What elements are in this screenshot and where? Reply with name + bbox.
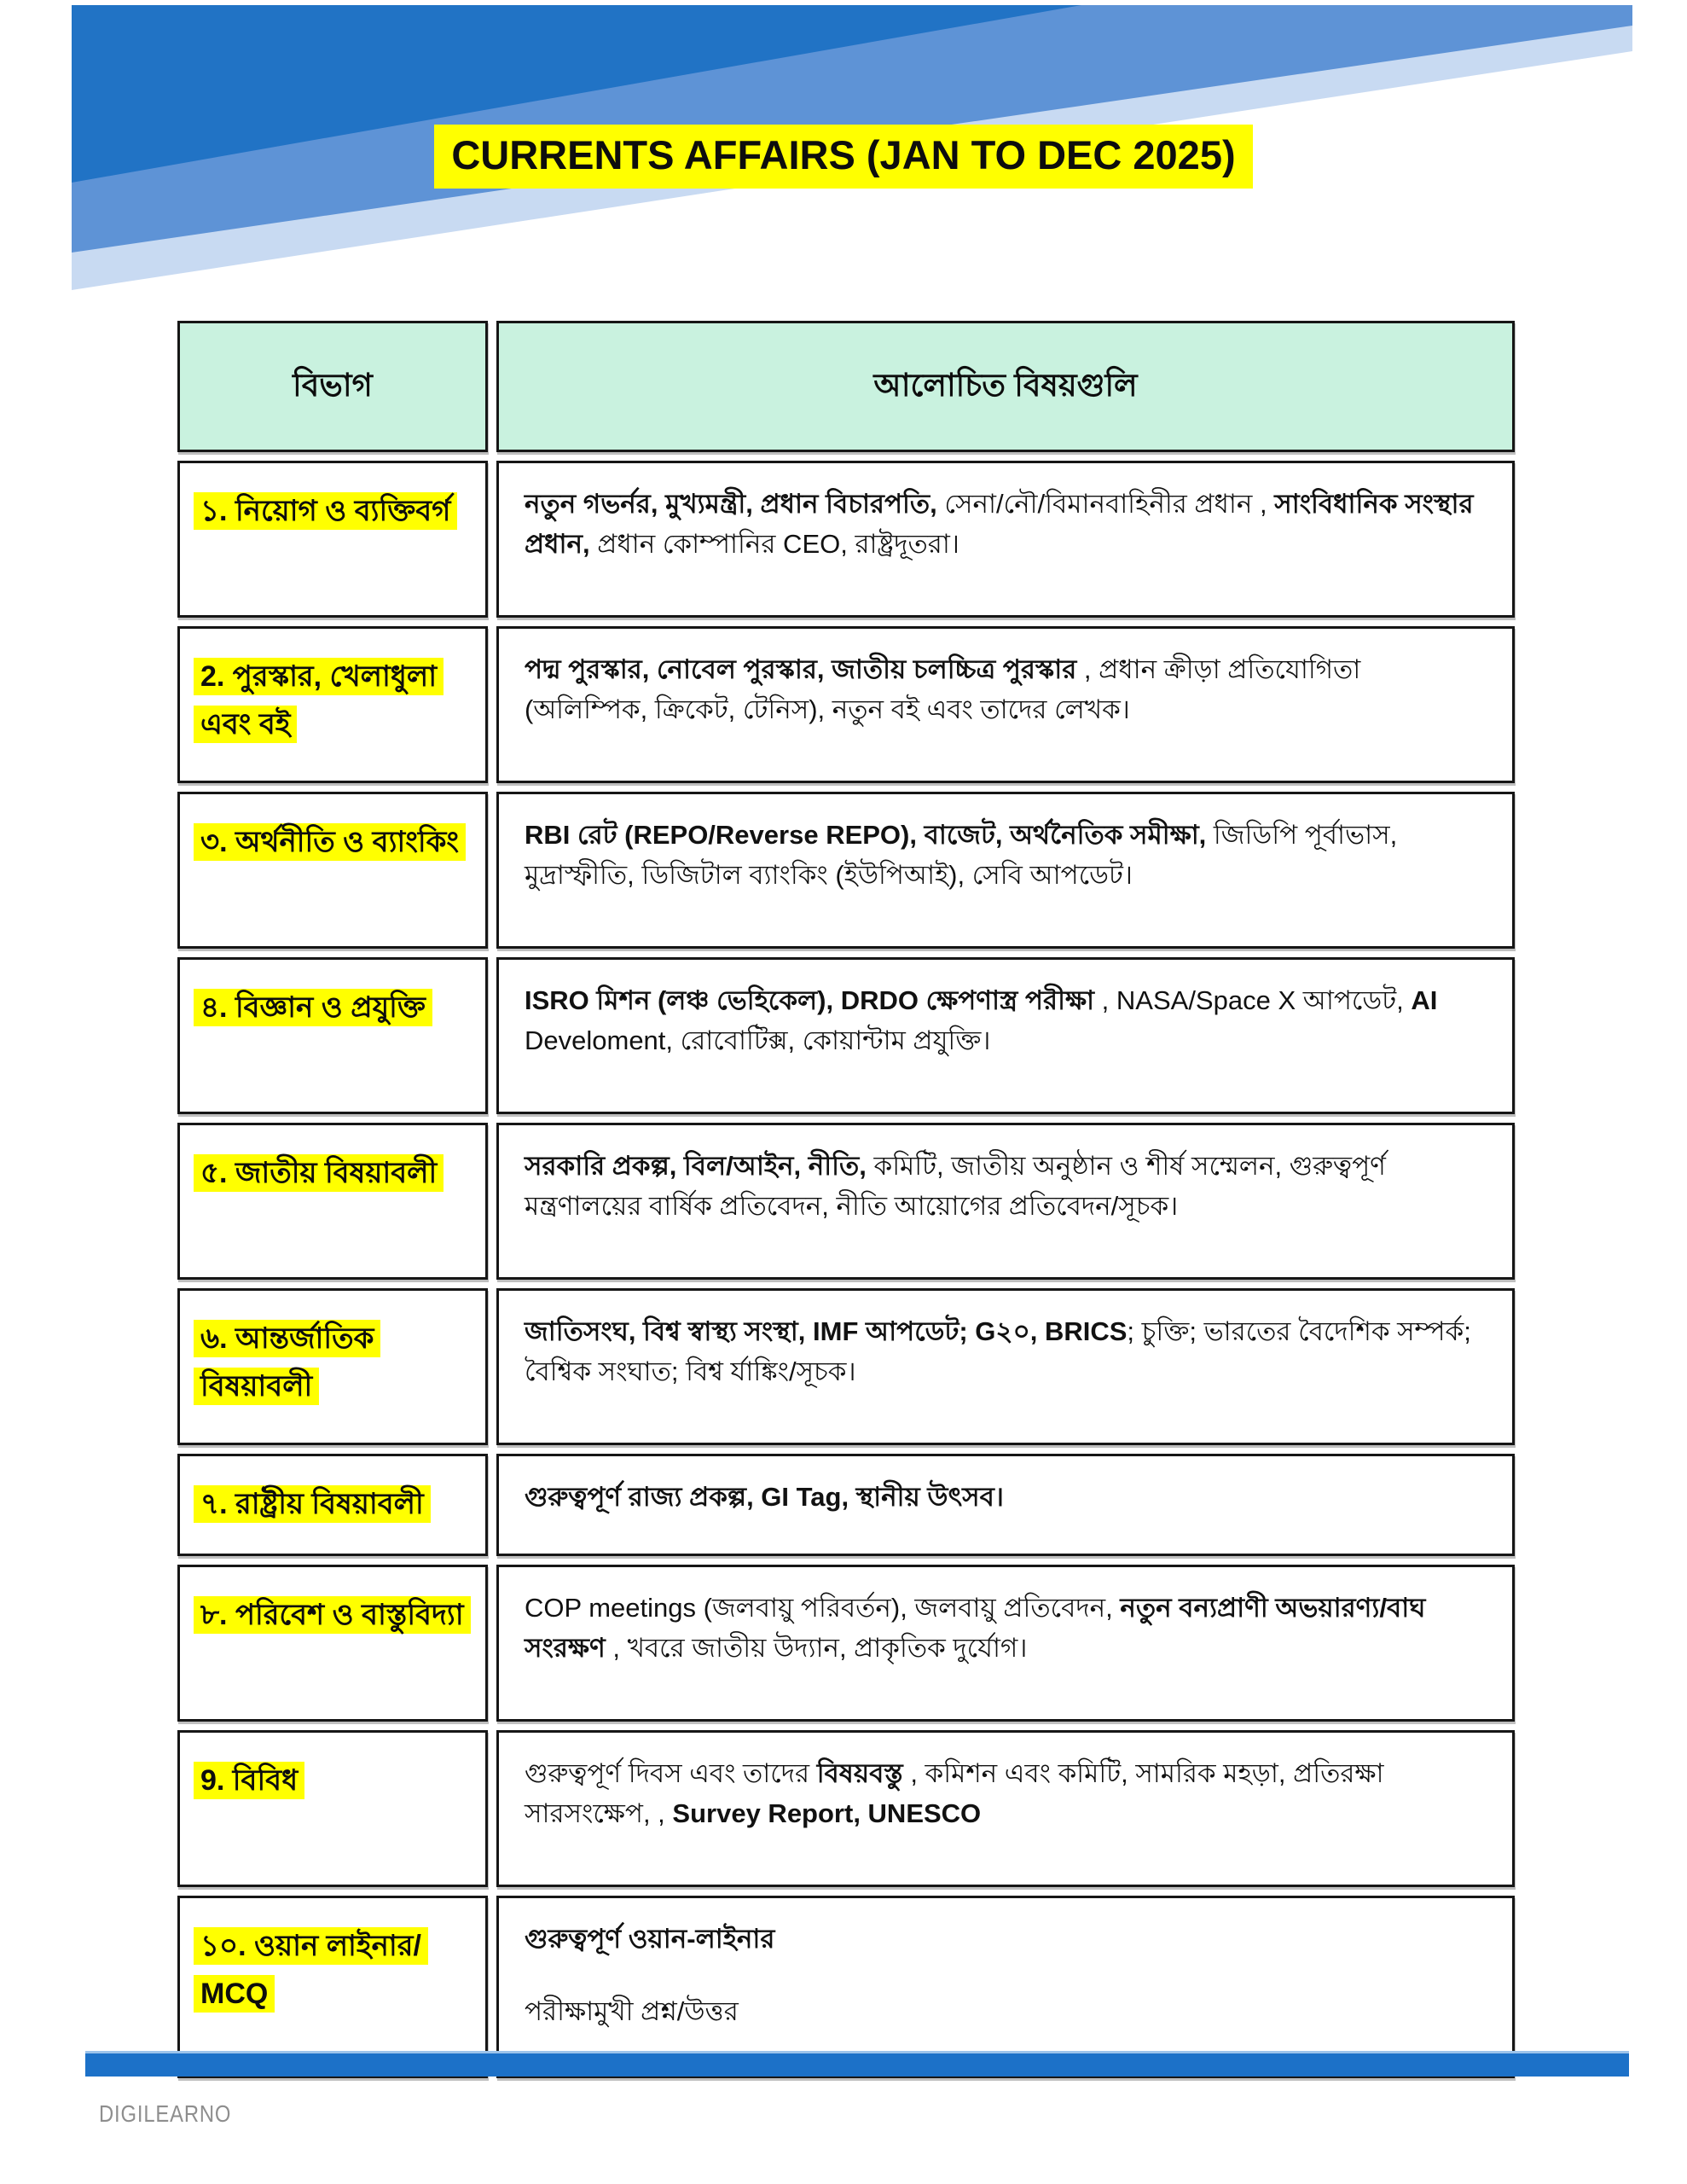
topic-text-segment: AI xyxy=(1411,985,1438,1015)
topics-paragraph xyxy=(525,1311,1487,1391)
topic-text-segment: , NASA/Space X আপডেট, xyxy=(1094,985,1412,1015)
topic-text-segment: COP meetings (জলবায়ু পরিবর্তন), জলবায়ু প্রতিবেদন, xyxy=(525,1593,1121,1623)
section-cell xyxy=(177,461,488,618)
section-label: ৪. বিজ্ঞান ও প্রযুক্তি xyxy=(194,989,432,1026)
topic-text-segment: সাংবিধানিক সংস্থার প্রধান, xyxy=(525,489,1474,560)
topics-paragraph xyxy=(525,649,1487,729)
topics-cell xyxy=(496,1288,1515,1445)
topic-text-segment: গুরুত্বপূর্ণ রাজ্য প্রকল্প, GI Tag, স্থানীয় উৎসব। xyxy=(525,1482,1004,1512)
topics-cell xyxy=(496,626,1515,783)
table-container xyxy=(169,312,1523,2087)
section-label: ৩. অর্থনীতি ও ব্যাংকিং xyxy=(194,823,466,861)
section-cell xyxy=(177,1288,488,1445)
topics-paragraph xyxy=(525,1753,1487,1833)
topic-text-segment: নতুন গভর্নর, মুখ্যমন্ত্রী, প্রধান বিচারপতি, xyxy=(525,489,945,519)
topic-text-segment: , খবরে জাতীয় উদ্যান, প্রাকৃতিক দুর্যোগ। xyxy=(605,1633,1028,1664)
topic-text-segment: গুরুত্বপূর্ণ ওয়ান-লাইনার xyxy=(525,1924,775,1954)
section-label: 2. পুরস্কার, খেলাধুলা এবং বই xyxy=(194,658,443,743)
topics-cell xyxy=(496,1730,1515,1887)
table-row xyxy=(177,626,1515,783)
section-cell xyxy=(177,1123,488,1280)
column-header-topics: আলোচিত বিষয়গুলি xyxy=(496,321,1515,452)
topics-paragraph xyxy=(525,1477,1487,1517)
topic-text-segment: নতুন বন্যপ্রাণী অভয়ারণ্য/বাঘ সংরক্ষণ xyxy=(525,1593,1426,1664)
footer-divider-bar xyxy=(85,2051,1629,2077)
topic-text-segment: , কমিশন এবং কমিটি, সামরিক মহড়া, প্রতিরক্ষা সারসংক্ষেপ, , xyxy=(525,1758,1384,1829)
topic-text-segment: প্রধান কোম্পানির CEO, রাষ্ট্রদূতরা। xyxy=(597,529,959,560)
topic-text-segment: সেনা/নৌ/বিমানবাহিনীর প্রধান , xyxy=(944,489,1275,519)
topic-text-segment: সরকারি প্রকল্প, বিল/আইন, নীতি, xyxy=(525,1151,867,1181)
page-title: CURRENTS AFFAIRS (JAN TO DEC 2025) xyxy=(434,125,1252,189)
topics-cell xyxy=(496,1565,1515,1722)
title-row xyxy=(0,125,1687,189)
topics-paragraph xyxy=(525,1588,1487,1668)
topics-paragraph xyxy=(525,1919,1487,1959)
table-header-row xyxy=(177,321,1515,452)
section-label: ৮. পরিবেশ ও বাস্তুবিদ্যা xyxy=(194,1596,471,1634)
table-row xyxy=(177,957,1515,1114)
topics-paragraph xyxy=(525,980,1487,1060)
section-cell xyxy=(177,1454,488,1556)
topics-table xyxy=(169,312,1523,2087)
topic-text-segment: Develoment, রোবোটিক্স, কোয়ান্টাম প্রযুক্তি। xyxy=(525,1025,991,1056)
column-header-section: বিভাগ xyxy=(177,321,488,452)
table-row xyxy=(177,1288,1515,1445)
topic-text-segment: গুরুত্বপূর্ণ দিবস এবং তাদের xyxy=(525,1758,817,1788)
topic-text-segment: ISRO মিশন (লঞ্চ ভেহিকেল), DRDO ক্ষেপণাস্ত্র পরীক্ষা xyxy=(525,985,1095,1015)
topics-cell xyxy=(496,1123,1515,1280)
section-label: ৭. রাষ্ট্রীয় বিষয়াবলী xyxy=(194,1485,431,1523)
topic-text-segment: বিষয়বস্তু xyxy=(816,1758,903,1788)
section-label: ১০. ওয়ান লাইনার/ MCQ xyxy=(194,1927,428,2013)
section-cell xyxy=(177,792,488,949)
topic-text-segment: RBI রেট (REPO/Reverse REPO), বাজেট, অর্থনৈতিক সমীক্ষা, xyxy=(525,820,1207,850)
topic-text-segment: জিডিপি পূর্বাভাস, মুদ্রাস্ফীতি, ডিজিটাল ব্যাংকিং (ইউপিআই), সেবি আপডেট। xyxy=(525,820,1398,891)
topic-text-segment: পরীক্ষামুখী প্রশ্ন/উত্তর xyxy=(525,1996,739,2027)
topics-paragraph xyxy=(525,484,1487,564)
topics-paragraph xyxy=(525,1991,1487,2031)
section-label: ৫. জাতীয় বিষয়াবলী xyxy=(194,1154,443,1192)
section-cell xyxy=(177,957,488,1114)
section-label: ৬. আন্তর্জাতিক বিষয়াবলী xyxy=(194,1320,380,1405)
topic-text-segment: ; চুক্তি; ভারতের বৈদেশিক সম্পর্ক; বৈশ্বিক সংঘাত; বিশ্ব র্যাঙ্কিং/সূচক। xyxy=(525,1316,1471,1387)
section-cell xyxy=(177,1730,488,1887)
table-row xyxy=(177,1565,1515,1722)
topic-text-segment: , প্রধান ক্রীড়া প্রতিযোগিতা (অলিম্পিক, ক্রিকেট, টেনিস), নতুন বই এবং তাদের লেখক। xyxy=(525,654,1361,725)
section-cell xyxy=(177,1565,488,1722)
table-row xyxy=(177,1454,1515,1556)
topics-cell xyxy=(496,461,1515,618)
footer-brand: DIGILEARNO xyxy=(99,2100,232,2127)
section-label: ১. নিয়োগ ও ব্যক্তিবর্গ xyxy=(194,492,457,530)
topics-cell xyxy=(496,792,1515,949)
table-row xyxy=(177,461,1515,618)
topic-text-segment: পদ্ম পুরস্কার, নোবেল পুরস্কার, জাতীয় চলচ্চিত্র পুরস্কার xyxy=(525,654,1077,684)
topic-text-segment: Survey Report, UNESCO xyxy=(672,1798,982,1829)
topics-table-body xyxy=(177,461,1515,2078)
table-row xyxy=(177,792,1515,949)
topics-cell xyxy=(496,1454,1515,1556)
section-cell xyxy=(177,626,488,783)
topic-text-segment: জাতিসংঘ, বিশ্ব স্বাস্থ্য সংস্থা, IMF আপডেট; G২০, BRICS xyxy=(525,1316,1128,1346)
topics-cell xyxy=(496,957,1515,1114)
table-row xyxy=(177,1730,1515,1887)
section-label: 9. বিবিধ xyxy=(194,1762,304,1799)
topics-paragraph xyxy=(525,1146,1487,1226)
topic-text-segment: কমিটি, জাতীয় অনুষ্ঠান ও শীর্ষ সম্মেলন, গুরুত্বপূর্ণ মন্ত্রণালয়ের বার্ষিক প্রতিবেদন, নীতি আয়োগের প্রতিবেদন/সূচক। xyxy=(525,1151,1386,1222)
topics-paragraph xyxy=(525,815,1487,895)
table-row xyxy=(177,1123,1515,1280)
